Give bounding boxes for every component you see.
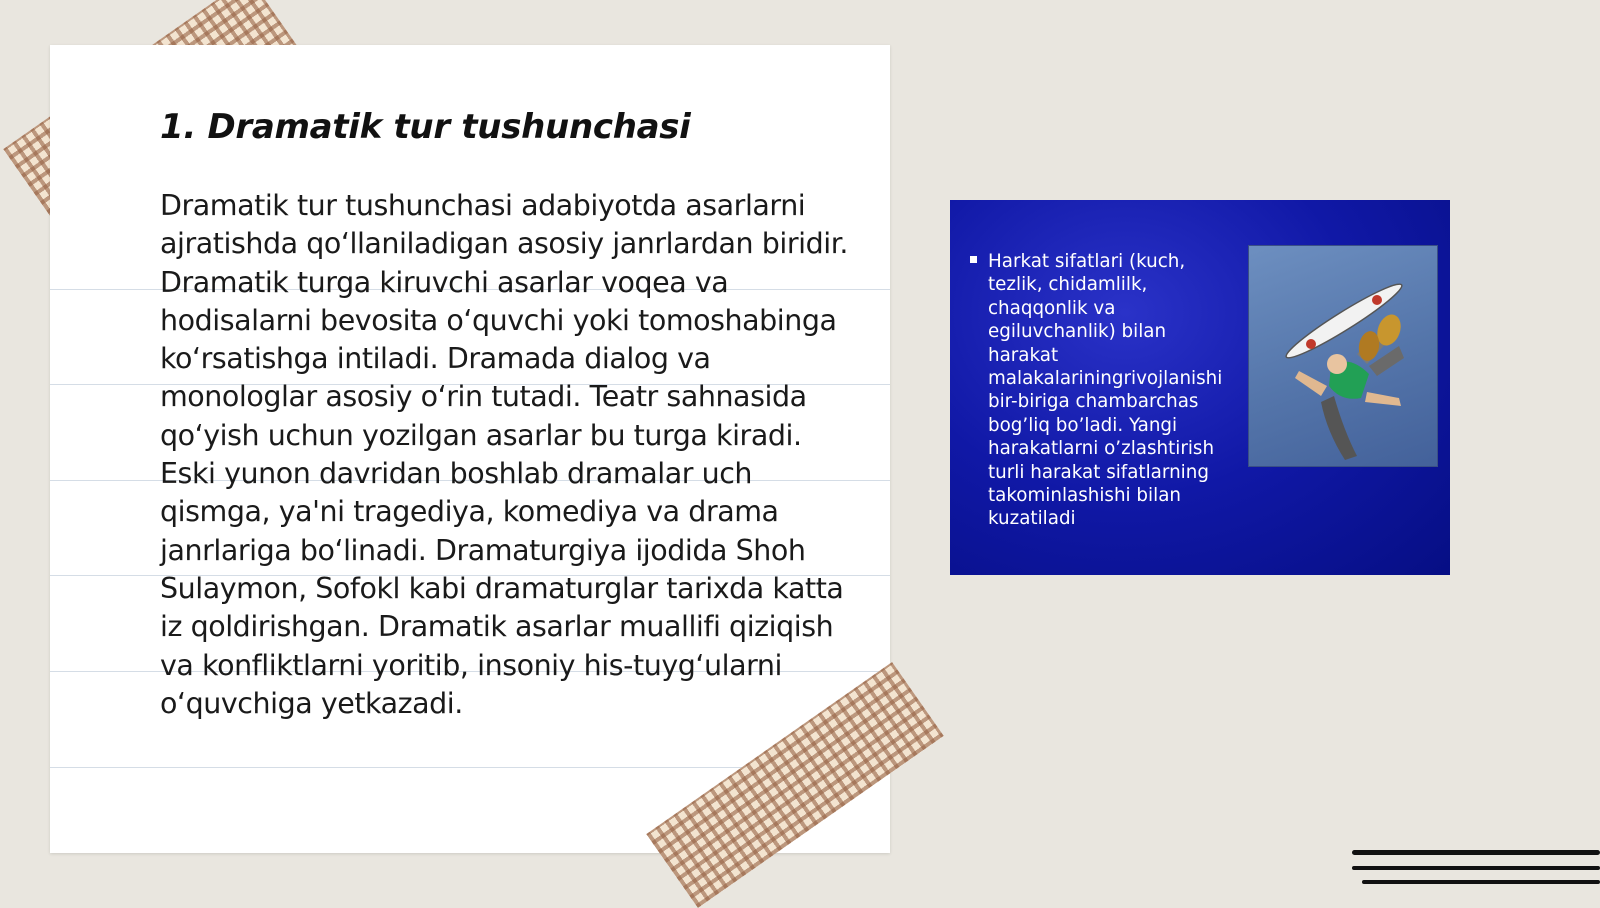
brush-stroke-decoration: [1352, 850, 1600, 855]
embedded-slide-image: [950, 200, 1450, 575]
body-paragraph: Dramatik tur tushunchasi adabiyotda asarlarni ajratishda qo‘llaniladigan asosiy janrlardan biridir. Dramatik turga kiruvchi asarlar voqea va hodisalarni bevosita o‘quvchi yoki tomoshabinga ko‘rsatishga intiladi. Dramada dialog va monologlar asosiy o‘rin tutadi. Teatr sahnasida qo‘yish uchun yozilgan asarlar bu turga kiradi. Eski yunon davridan boshlab dramalar uch qismga, ya'ni tragediya, komediya va drama janrlariga bo‘linadi. Dramaturgiya ijodida Shoh Sulaymon, Sofokl kabi dramaturglar tarixda katta iz qoldirishgan. Dramatik asarlar muallifi qiziqish va konfliktlarni yoritib, insoniy his-tuyg‘ularni o‘quvchiga yetkazadi.: [160, 189, 848, 720]
brush-stroke-decoration: [1352, 866, 1600, 870]
skateboarder-illustration: [1249, 246, 1437, 466]
bullet-square-icon: [970, 256, 977, 263]
page-title: 1. Dramatik tur tushunchasi: [160, 107, 691, 147]
note-paper: [50, 45, 890, 853]
brush-stroke-decoration: [1362, 880, 1600, 884]
slide-bullet-text: Harkat sifatlari (kuch, tezlik, chidamlilk, chaqqonlik va egiluvchanlik) bilan harakat malakalariningrivojlanishi bir-biriga chambarchas bog’liq bo’ladi. Yangi harakatlarni o’zlashtirish turli harakat sifatlarning takominlashishi bilan kuzatiladi: [988, 251, 1223, 530]
skateboarder-photo: [1248, 245, 1438, 467]
